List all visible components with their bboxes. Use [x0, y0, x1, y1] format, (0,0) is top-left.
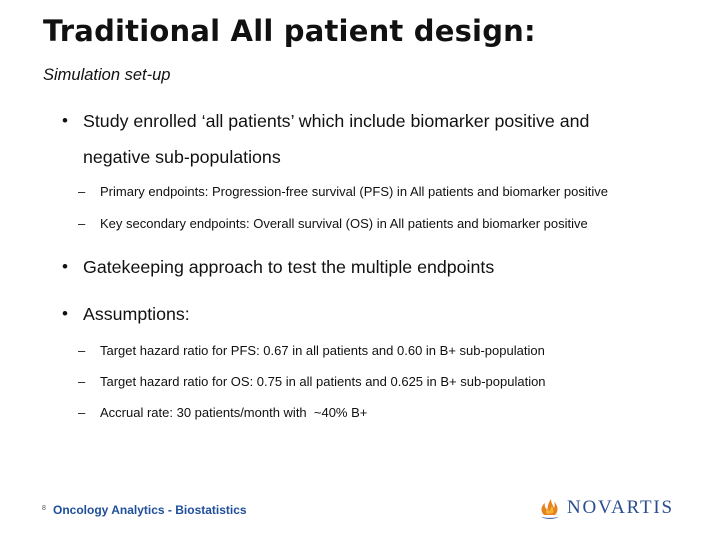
- sub-bullet-marker: –: [78, 216, 86, 231]
- bullet-assumptions-text: Assumptions:: [83, 304, 190, 324]
- sub-bullet-marker: –: [78, 343, 86, 358]
- novartis-flame-icon: [538, 490, 562, 520]
- footer-text: Oncology Analytics - Biostatistics: [53, 503, 247, 517]
- sub-bullet-text: Target hazard ratio for OS: 0.75 in all patients and 0.625 in B+ sub-population: [100, 374, 546, 389]
- sub-bullet-text: Accrual rate: 30 patients/month with ~40% B+: [100, 405, 368, 420]
- bullet-gatekeeping-text: Gatekeeping approach to test the multiple endpoints: [83, 257, 495, 277]
- sub-bullet-text: Target hazard ratio for PFS: 0.67 in all patients and 0.60 in B+ sub-population: [100, 343, 545, 358]
- bullet-marker: •: [62, 111, 68, 130]
- sub-bullet-text: Key secondary endpoints: Overall survival (OS) in All patients and biomarker positive: [100, 216, 588, 231]
- sub-bullet-marker: –: [78, 405, 86, 420]
- bullet-study-line1: Study enrolled ‘all patients’ which include biomarker positive and: [83, 111, 590, 131]
- sub-bullet-text: Primary endpoints: Progression-free survival (PFS) in All patients and biomarker positive: [100, 184, 608, 199]
- bullet-study-line2: negative sub-populations: [83, 147, 281, 167]
- slide-title: Traditional All patient design:: [43, 14, 536, 48]
- sub-bullet-marker: –: [78, 184, 86, 199]
- slide-subtitle: Simulation set-up: [43, 66, 171, 84]
- bullet-marker: •: [62, 257, 68, 276]
- novartis-logo: [538, 490, 674, 520]
- page-number: 8: [42, 505, 46, 512]
- bullet-marker: •: [62, 304, 68, 323]
- sub-bullet-marker: –: [78, 374, 86, 389]
- novartis-logo-text: NOVARTIS: [567, 497, 674, 518]
